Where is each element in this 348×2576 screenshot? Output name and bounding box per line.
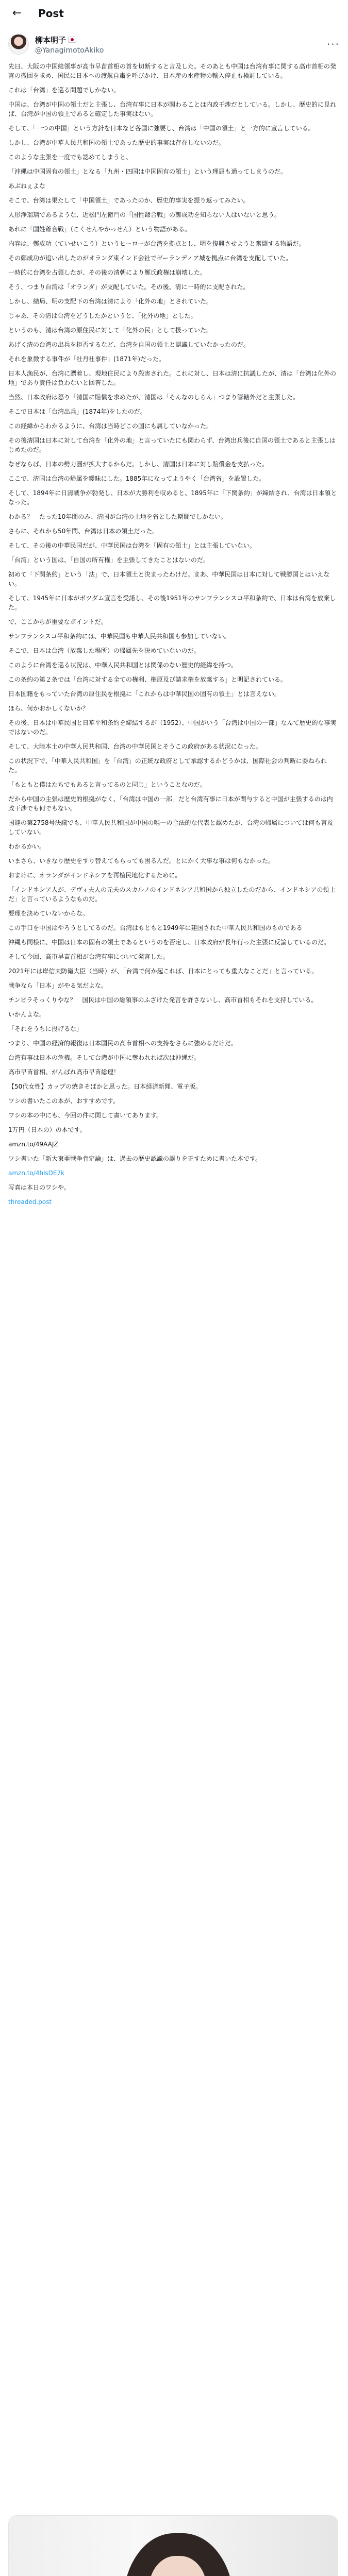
- post-paragraph: あぶねぇよな: [8, 182, 46, 190]
- post-paragraph: さらに、それから50年間、台湾は日本の領土だった。: [8, 528, 159, 535]
- post-paragraph: その鄭成功が追い出したのがオランダ東インド会社でゼーランディア城を拠点に台湾を支配していた。: [8, 255, 292, 262]
- post-paragraph: この条約の第２条では「台湾に対する全ての権利、権原及び請求権を放棄する」と明記されている。: [8, 676, 287, 683]
- post-paragraph: 写真は本日のワシや。: [8, 1184, 70, 1191]
- post-paragraph: それを象徴する事件が「牡丹社事件」(1871年)だった。: [8, 355, 165, 363]
- japan-flag-icon: [68, 37, 76, 43]
- post-paragraph: これは「台湾」を巡る問題でしかない。: [8, 87, 120, 94]
- post-paragraph: あれに「国姓爺合戦」（こくせんやかっせん）という物語がある。: [8, 226, 191, 233]
- post-paragraph: つまり、中国の経済的報復は日本国民の高市首相への支持をさらに強めるだけだ。: [8, 1040, 238, 1047]
- author-names: [35, 35, 104, 55]
- post-paragraph: 2021年には岸信夫防衛大臣（当時）が、「台湾で何か起これば、日本にとっても重大なことだ」と言っている。: [8, 968, 318, 975]
- post-paragraph: わかるかい。: [8, 843, 46, 850]
- post-paragraph: で、ここからが重要なポイントだ。: [8, 618, 107, 625]
- post-paragraph: 1万円（日本の）の本です。: [8, 1126, 86, 1133]
- post-paragraph: ほら、何かおかしくないか？: [8, 705, 89, 712]
- post-paragraph: 日本国籍をもっていた台湾の原住民を根拠に「これからは中華民国の固有の領土」とは言えない。: [8, 690, 281, 698]
- post-paragraph: 「それをうちに投げるな」: [8, 1025, 83, 1032]
- back-arrow-icon[interactable]: ←: [12, 7, 22, 20]
- post-paragraph: そこで、台湾は果たして「中国領土」であったのか、歴史的事実を振り返ってみたい。: [8, 197, 250, 204]
- post-paragraph: そして、「一つの中国」という方針を日本など各国に強要し、台湾は「中国の領土」と一方的に宣言している。: [8, 125, 314, 132]
- post-paragraph: サンフランシスコ平和条約には、中華民国も中華人民共和国も参加していない。: [8, 633, 230, 640]
- post-paragraph: だから中国の主張は歴史的根拠がなく、「台湾は中国の一部」だと台湾有事に日本が関与すると中国が主張するのは内政干渉でも何でもない。: [8, 795, 333, 812]
- post-body: [8, 62, 338, 1212]
- post-paragraph: この経緯からわかるように、台湾は当時どこの国にも属していなかった。: [8, 422, 213, 430]
- post-paragraph: そして今回、高市早苗首相が台湾有事について発言した。: [8, 953, 169, 960]
- post-paragraph: その後、日本は中華民国と日華平和条約を締結するが（1952）、中国がいう「台湾は中国の一部」なんて歴史的な事実ではないのだ。: [8, 719, 337, 736]
- post-paragraph: このような主張を一度でも認めてしまうと、: [8, 154, 132, 161]
- post-paragraph: わかる？ たった10年間のみ、清国が台湾の土地を省とした期間でしかない。: [8, 513, 227, 520]
- post-paragraph: いまさら、いきなり歴史をすり替えてもらっても困るんだ。とにかく大事な事は何もなかった。: [8, 857, 275, 865]
- post-paragraph: 一時的に台湾を占領したが、その後の清朝により鄭氏政権は崩壊した。: [8, 269, 207, 276]
- post-paragraph: 日本人漁民が、台湾に漂着し、現地住民により殺害された。これに対し、日本は清に抗議したが、清は「台湾は化外の地」であり責任は負わないと回答した。: [8, 370, 337, 386]
- post-paragraph: いかんよな。: [8, 1011, 46, 1018]
- post-paragraph: amzn.to/49AAJZ: [8, 1141, 58, 1148]
- post-paragraph: 人形浄瑠璃であるような、近松門左衛門の「国性爺合戦」の鄭成功を知らない人はいないと思う。: [8, 211, 281, 218]
- post-paragraph: この手口を中国はやろうとしてるのだ。台湾はもともと1949年に建国された中華人民共和国のものである: [8, 924, 303, 931]
- post-paragraph: そして、その後の中華民国だが、中華民国は台湾を「固有の領土」とは主張していない。: [8, 542, 256, 549]
- post-paragraph: 内容は、鄭成功（ていせいこう）というヒーローが台湾を拠点とし、明を復興させようと奮闘する物語だ。: [8, 240, 305, 247]
- post-paragraph: 沖縄も同様に、中国は日本の固有の領土であるというのを否定し、日本政府が長年行った主張に反論しているのだ。: [8, 939, 330, 946]
- author-name-row: [35, 35, 104, 45]
- avatar[interactable]: [8, 34, 29, 55]
- post-paragraph: 初めて「下関条約」という「法」で、日本領土と決まったわけだ。まあ、中華民国は日本に対して戦勝国とはいえない。: [8, 571, 330, 587]
- post-paragraph: 中国は、台湾が中国の領土だと主張し、台湾有事に日本が関わることは内政干渉だとしている。しかし、歴史的に見れば、台湾が中国の領土であると確定した事実はない。: [8, 101, 337, 117]
- post-paragraph: あげく清の台湾の出兵を拒否するなど、台湾を自国の領土と認識していなかったのだ。: [8, 341, 250, 348]
- post-paragraph: ワシの書いたこの本が、おすすめです。: [8, 1097, 120, 1105]
- post-paragraph: 【50代女性】カップの焼きそばかと思った。日本経済新聞、電子版。: [8, 1083, 202, 1090]
- post-paragraph: 要理を決めていないからな。: [8, 910, 89, 917]
- post-paragraph: 当然、日本政府は怒り「清国に賠償を求めたが、清国は「そんなのしらん」つまり管轄外だと主張した。: [8, 394, 300, 401]
- post-paragraph: そこで、日本は台湾（放棄した場所）の帰属先を決めていないのだ。: [8, 647, 200, 654]
- post-paragraph: 国連の第2758号決議でも、中華人民共和国が中国の唯一の合法的な代表と認めたが、台湾の帰属については何も言及していない。: [8, 819, 334, 836]
- post-paragraph: ワシ書いた「新大東亜戦争肯定論」は、過去の歴史認識の誤りを正すために書いた本です。: [8, 1155, 262, 1162]
- post-paragraph: チンピラそっくりやな？ 国民は中国の総領事のふざけた発言を許さないし、高市首相もそれを支持している。: [8, 996, 318, 1004]
- post-paragraph: しかし、台湾が中華人民共和国の領土であった歴史的事実は存在しないのだ。: [8, 139, 225, 146]
- amazon-link[interactable]: threaded.post: [8, 1198, 52, 1206]
- post-paragraph: しかし、結局、明の支配下の台湾は清により「化外の地」とされていた。: [8, 298, 213, 305]
- post-paragraph: このように台湾を巡る状況は、中華人民共和国とは関係のない歴史的経緯を持つ。: [8, 662, 237, 669]
- post-paragraph: 高市早苗首相、がんばれ高市早苗総理！: [8, 1069, 120, 1076]
- post-paragraph: 「もともと僕はたちでもあると言ってるのと同じ」ということなのだ。: [8, 781, 206, 788]
- post-paragraph: なぜならば、日本の勢力圏が拡大するからだ。しかし、清国は日本に対し賠償金を支払った。: [8, 461, 269, 468]
- author-name[interactable]: 柳本明子: [35, 35, 67, 45]
- post-paragraph: ワシの本の中にも、今回の件に関して書いてあります。: [8, 1112, 163, 1119]
- amazon-link[interactable]: amzn.to/4hlsDE7k: [8, 1170, 65, 1177]
- post-paragraph: そして、大陸本土の中華人民共和国、台湾の中華民国とそうこの政府がある状況になった。: [8, 743, 262, 750]
- top-bar: [0, 0, 348, 27]
- post-paragraph: というのも、清は台湾の原住民に対して「化外の民」として扱っていた。: [8, 327, 213, 334]
- post-paragraph: そして、1894年に日清戦争が勃発し、日本が大勝利を収めると、1895年に「下関条約」が締結され、台湾は日本領となった。: [8, 489, 337, 506]
- post-paragraph: そして、1945年に日本がポツダム宣言を受諾し、その後1951年のサンフランシスコ平和条約で、日本は台湾を放棄した。: [8, 595, 336, 611]
- post-paragraph: 「台湾」という国は、「自国の所有権」を主張してきたことはないのだ。: [8, 556, 210, 564]
- post-paragraph: その後清国は日本に対して台湾を「化外の地」と言っていたにも関わらず、台湾出兵後に自国の領土であると主張しはじめたのだ。: [8, 437, 336, 453]
- author-header: [8, 32, 340, 57]
- more-icon[interactable]: ···: [326, 38, 340, 50]
- post-paragraph: 戦争なら「日本」がやる気だよな。: [8, 982, 108, 989]
- page-title: Post: [38, 7, 64, 20]
- post-paragraph: 先日、大阪の中国総領事が高市早苗首相の首を切断すると言及した。そのあとも中国は台湾有事に関する高市首相の発言の撤回を求め、国民に日本への渡航自粛を呼びかけ、日本産の水産物の輸入停止も検討している。: [8, 63, 337, 79]
- post-paragraph: 台湾有事は日本の危機。そして台湾が中国に奪われれば次は沖縄だ。: [8, 1054, 201, 1061]
- post-photo[interactable]: [8, 2515, 338, 2576]
- post-paragraph: じゃあ、その清は台湾をどうしたかというと、「化外の地」とした。: [8, 312, 197, 319]
- post-paragraph: そこで日本は「台湾出兵」(1874年)をしたのだ。: [8, 408, 146, 415]
- post-paragraph: ここで、清国は台湾の帰属を曖昧にした。1885年になってようやく「台湾省」を設置した。: [8, 475, 266, 482]
- post-paragraph: 「インドネシア人が、デヴィ夫人の元夫のスカルノのインドネシア共和国から独立したのだから、インドネシアの領土だ」と言っているようなものだ。: [8, 886, 336, 903]
- post-paragraph: この状況下で、「中華人民共和国」を「台湾」の正統な政府として承認するかどうかは、国際社会の判断に委ねられた。: [8, 757, 327, 774]
- post-paragraph: おまけに、オランダがインドネシアを再植民地化するために。: [8, 872, 181, 879]
- post-paragraph: そう、つまり台湾は「オランダ」が支配していた。その後、清に一時的に支配された。: [8, 283, 250, 291]
- post-paragraph: 「沖縄は中国固有の領土」となる「九州・四国は中国固有の領土」という理屈も通ってしまうのだ。: [8, 168, 287, 175]
- author-handle[interactable]: @YanagimotoAkiko: [35, 46, 104, 55]
